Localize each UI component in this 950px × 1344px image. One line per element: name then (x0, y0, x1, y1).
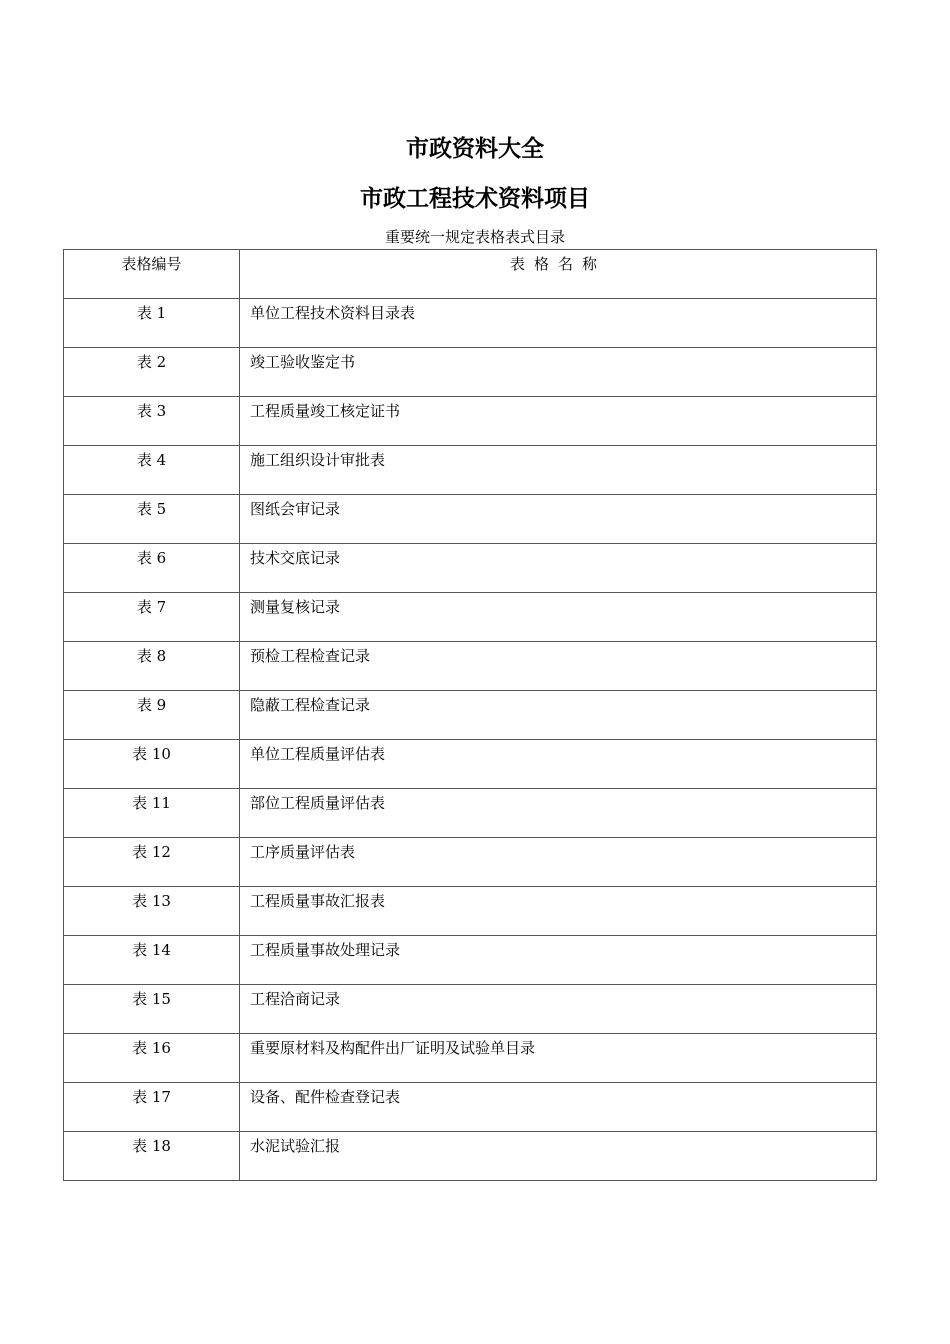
form-code: 表 11 (64, 789, 240, 838)
table-header-row (64, 250, 877, 299)
header-name: 表格名称 (240, 250, 877, 299)
form-name: 工程洽商记录 (240, 985, 877, 1034)
form-name: 设备、配件检查登记表 (240, 1083, 877, 1132)
table-row (64, 1034, 877, 1083)
form-code: 表 10 (64, 740, 240, 789)
table-row (64, 544, 877, 593)
table-row (64, 1132, 877, 1181)
form-name: 单位工程质量评估表 (240, 740, 877, 789)
table-row (64, 299, 877, 348)
form-name: 预检工程检查记录 (240, 642, 877, 691)
document-subtitle: 市政工程技术资料项目 (360, 186, 590, 212)
form-name: 技术交底记录 (240, 544, 877, 593)
form-code: 表 7 (64, 593, 240, 642)
form-name: 隐蔽工程检查记录 (240, 691, 877, 740)
form-code: 表 18 (64, 1132, 240, 1181)
form-code: 表 13 (64, 887, 240, 936)
form-name: 施工组织设计审批表 (240, 446, 877, 495)
form-code: 表 5 (64, 495, 240, 544)
form-code: 表 1 (64, 299, 240, 348)
form-code: 表 16 (64, 1034, 240, 1083)
forms-table (63, 249, 877, 1181)
form-code: 表 12 (64, 838, 240, 887)
table-row (64, 691, 877, 740)
form-code: 表 14 (64, 936, 240, 985)
form-name: 单位工程技术资料目录表 (240, 299, 877, 348)
table-row (64, 348, 877, 397)
document-title: 市政资料大全 (406, 136, 544, 162)
form-code: 表 3 (64, 397, 240, 446)
table-row (64, 985, 877, 1034)
header-code: 表格编号 (64, 250, 240, 299)
form-code: 表 15 (64, 985, 240, 1034)
form-name: 水泥试验汇报 (240, 1132, 877, 1181)
form-code: 表 2 (64, 348, 240, 397)
form-name: 图纸会审记录 (240, 495, 877, 544)
table-row (64, 397, 877, 446)
form-code: 表 4 (64, 446, 240, 495)
form-name: 重要原材料及构配件出厂证明及试验单目录 (240, 1034, 877, 1083)
table-caption: 重要统一规定表格表式目录 (384, 228, 565, 246)
table-row (64, 495, 877, 544)
form-code: 表 6 (64, 544, 240, 593)
table-row (64, 789, 877, 838)
form-name: 测量复核记录 (240, 593, 877, 642)
form-name: 部位工程质量评估表 (240, 789, 877, 838)
form-name: 工程质量事故处理记录 (240, 936, 877, 985)
form-code: 表 17 (64, 1083, 240, 1132)
table-row (64, 740, 877, 789)
form-code: 表 9 (64, 691, 240, 740)
form-name: 工程质量竣工核定证书 (240, 397, 877, 446)
table-row (64, 887, 877, 936)
table-row (64, 936, 877, 985)
table-row (64, 1083, 877, 1132)
form-code: 表 8 (64, 642, 240, 691)
form-name: 工程质量事故汇报表 (240, 887, 877, 936)
table-row (64, 642, 877, 691)
form-name: 工序质量评估表 (240, 838, 877, 887)
form-name: 竣工验收鉴定书 (240, 348, 877, 397)
table-row (64, 838, 877, 887)
table-row (64, 446, 877, 495)
table-row (64, 593, 877, 642)
